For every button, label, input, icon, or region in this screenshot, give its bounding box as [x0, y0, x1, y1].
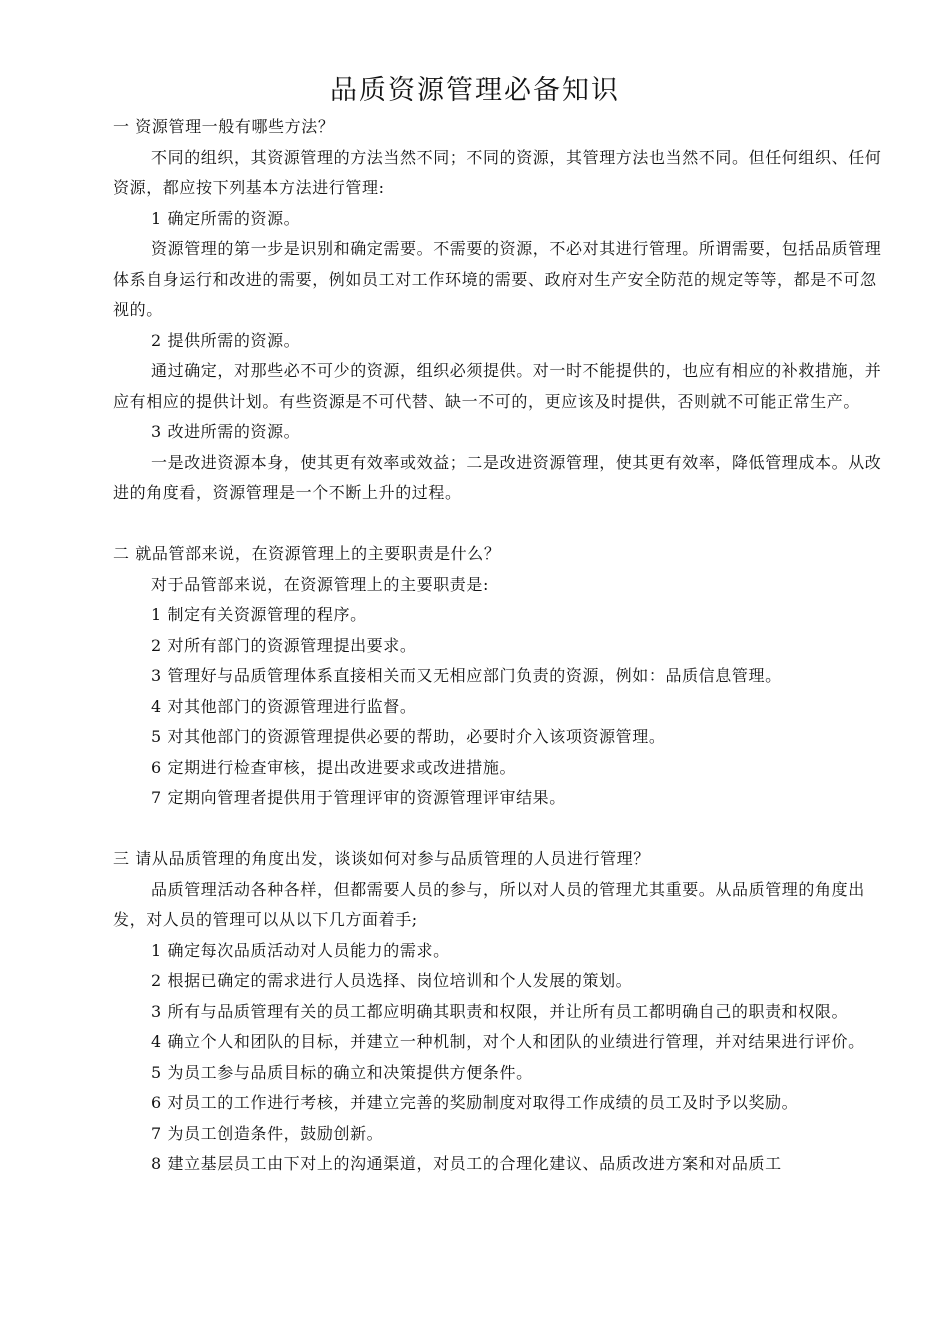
section-spacer [113, 814, 883, 845]
list-item: 2 提供所需的资源。 [151, 330, 301, 350]
document-title: 品质资源管理必备知识 [330, 75, 620, 106]
list-item: 2 根据已确定的需求进行人员选择、岗位培训和个人发展的策划。 [151, 971, 633, 990]
list-item: 5 对其他部门的资源管理提供必要的帮助，必要时介入该项资源管理。 [151, 727, 666, 746]
section-heading: 一 资源管理一般有哪些方法？ [113, 117, 335, 136]
list-item: 7 为员工创造条件，鼓励创新。 [151, 1123, 384, 1143]
paragraph: 通过确定，对那些必不可少的资源，组织必须提供。对一时不能提供的，也应有相应的补救措施，并应有相应的提供计划。有些资源是不可代替、缺一不可的，更应该及时提供，否则就不可能正常生产。 [113, 361, 882, 411]
list-item: 3 管理好与品质管理体系直接相关而又无相应部门负责的资源，例如：品质信息管理。 [151, 666, 782, 685]
section-spacer [113, 509, 883, 540]
paragraph: 不同的组织，其资源管理的方法当然不同；不同的资源，其管理方法也当然不同。但任何组织、任何资源，都应按下列基本方法进行管理: [113, 147, 882, 197]
list-item: 4 确立个人和团队的目标，并建立一种机制，对个人和团队的业绩进行管理，并对结果进行评价。 [151, 1032, 865, 1051]
list-item: 2 对所有部门的资源管理提出要求。 [151, 635, 417, 655]
paragraph: 对于品管部来说，在资源管理上的主要职责是: [151, 574, 489, 594]
list-item: 4 对其他部门的资源管理进行监督。 [151, 696, 417, 716]
section-heading: 二 就品管部来说，在资源管理上的主要职责是什么？ [113, 544, 501, 563]
list-item: 1 确定每次品质活动对人员能力的需求。 [151, 940, 450, 960]
list-item: 8 建立基层员工由下对上的沟通渠道，对员工的合理化建议、品质改进方案和对品质工 [151, 1154, 782, 1173]
paragraph: 资源管理的第一步是识别和确定需要。不需要的资源，不必对其进行管理。所谓需要，包括品质管理体系自身运行和改进的需要，例如员工对工作环境的需要、政府对生产安全防范的规定等等，都是不可忽视的。 [113, 239, 882, 319]
list-item: 7 定期向管理者提供用于管理评审的资源管理评审结果。 [151, 788, 566, 807]
list-item: 1 制定有关资源管理的程序。 [151, 605, 367, 624]
list-item: 3 改进所需的资源。 [151, 422, 301, 441]
list-item: 1 确定所需的资源。 [151, 208, 301, 228]
list-item: 3 所有与品质管理有关的员工都应明确其职责和权限，并让所有员工都明确自己的职责和权限。 [151, 1001, 849, 1021]
paragraph: 品质管理活动各种各样，但都需要人员的参与，所以对人员的管理尤其重要。从品质管理的角度出发，对人员的管理可以从以下几方面着手; [113, 879, 865, 929]
document-body [113, 112, 883, 1180]
paragraph: 一是改进资源本身，使其更有效率或效益；二是改进资源管理，使其更有效率，降低管理成本。从改进的角度看，资源管理是一个不断上升的过程。 [113, 452, 882, 502]
section-heading: 三 请从品质管理的角度出发，谈谈如何对参与品质管理的人员进行管理？ [113, 849, 650, 868]
list-item: 5 为员工参与品质目标的确立和决策提供方便条件。 [151, 1062, 533, 1082]
list-item: 6 定期进行检查审核，提出改进要求或改进措施。 [151, 757, 517, 777]
list-item: 6 对员工的工作进行考核，并建立完善的奖励制度对取得工作成绩的员工及时予以奖励。 [151, 1093, 799, 1112]
